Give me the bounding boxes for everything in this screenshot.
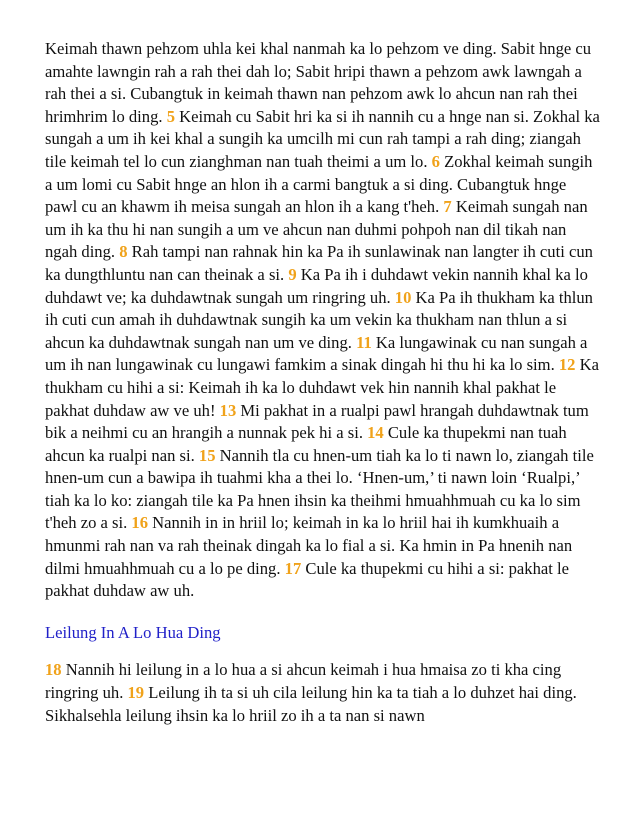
verse-number: 13 <box>219 400 237 420</box>
verse-number: 9 <box>288 264 297 284</box>
verse-number: 7 <box>443 197 452 217</box>
verse-number: 10 <box>394 287 412 307</box>
verse-text: Keimah thawn pehzom uhla kei khal nanmah ka lo pehzom ve ding. Sabit hnge cu amahte lawngin rah a rah thei dah lo; Sabit hripi thawn a pehzom awk lawngah a rah thei a si. Cubangtuk in keimah thawn nan pehzom awk lo ahcun nan rah thei hrimhrim lo ding. <box>45 39 592 126</box>
paragraph-2 <box>45 659 601 727</box>
verse-number: 17 <box>284 558 302 578</box>
verse-text: Keimah cu Sabit hri ka si ih nannih cu a hnge nan si. Zokhal ka sungah a um ih kei khal a sungih ka umcilh mi cun rah tampi a rah ding; ziangah tile keimah tel lo cun zianghman nan tuah theimi a um lo. <box>45 106 600 171</box>
verse-number: 8 <box>119 242 128 262</box>
verse-text: Keimah sungah nan um ih ka thu hi nan sungih a um ve ahcun nan duhmi pohpoh nan dil tikah nan ngah ding. <box>45 197 588 262</box>
verse-number: 6 <box>431 151 440 171</box>
verse-text: Ka Pa ih i duhdawt vekin nannih khal ka lo duhdawt ve; ka duhdawtnak sungah um ringring uh. <box>45 264 588 307</box>
verse-text: Cule ka thupekmi cu hihi a si: pakhat le pakhat duhdaw aw uh. <box>45 558 569 601</box>
verse-number: 12 <box>558 355 576 375</box>
verse-text: Nannih in in hriil lo; keimah in ka lo hriil hai ih kumkhuaih a hmunmi rah nan va rah theinak dingah ka lo fial a si. Ka hmin in Pa hnenih nan dilmi hmuahhmuah cu a lo pe ding. <box>45 513 573 578</box>
verse-number: 16 <box>131 513 148 533</box>
verse-number: 14 <box>367 423 384 443</box>
document-page <box>45 38 601 727</box>
verse-text: Zokhal keimah sungih a um lomi cu Sabit hnge an hlon ih a carmi bangtuk a si ding. Cubangtuk hnge pawl cu an khawm ih meisa sungah an hlon ih a kang t'heh. <box>45 151 593 217</box>
verse-text: Cule ka thupekmi nan tuah ahcun ka rualpi nan si. <box>45 423 567 465</box>
section-heading: Leilung In A Lo Hua Ding <box>45 622 221 642</box>
verse-text: Mi pakhat in a rualpi pawl hrangah duhdawtnak tum bik a neihmi cu an hrangih a nunnak pek hi a si. <box>45 400 589 443</box>
paragraph-1 <box>45 38 601 603</box>
verse-text: Ka thukham cu hihi a si: Keimah ih ka lo duhdawt vek hin nannih khal pakhat le pakhat duhdaw aw ve uh! <box>45 355 599 420</box>
verse-text: Nannih hi leilung in a lo hua a si ahcun keimah i hua hmaisa zo ti kha cing ringring uh. <box>45 660 562 703</box>
verse-text: Rah tampi nan rahnak hin ka Pa ih sunlawinak nan langter ih cuti cun ka dungthluntu nan can theinak a si. <box>45 242 593 284</box>
verse-number: 15 <box>198 445 216 465</box>
verse-number: 18 <box>45 660 62 680</box>
verse-number: 5 <box>166 106 175 126</box>
verse-text: Nannih tla cu hnen-um tiah ka lo ti nawn lo, ziangah tile hnen-um cun a bawipa ih tuahmi kha a thei lo. ‘Hnen-um,’ ti nawn loin ‘Rualpi,’ tiah ka lo ko: ziangah tile ka Pa hnen ihsin ka theihmi hmuahhmuah cu ka lo sim t'heh zo a si. <box>45 445 594 533</box>
verse-text: Ka lungawinak cu nan sungah a um ih nan lungawinak cu lungawi famkim a sinak dingah hi thu hi ka lo sim. <box>45 332 588 375</box>
verse-text: Leilung ih ta si uh cila leilung hin ka ta tiah a lo duhzet hai ding. Sikhalsehla leilung ihsin ka lo hriil zo ih a ta nan si nawn <box>45 683 577 725</box>
verse-number: 19 <box>127 683 145 703</box>
verse-number: 11 <box>356 332 372 352</box>
verse-text: Ka Pa ih thukham ka thlun ih cuti cun amah ih duhdawtnak sungih ka um vekin ka thukham nan thlun a si ahcun ka duhdawtnak sungah nan um ve ding. <box>45 287 593 352</box>
